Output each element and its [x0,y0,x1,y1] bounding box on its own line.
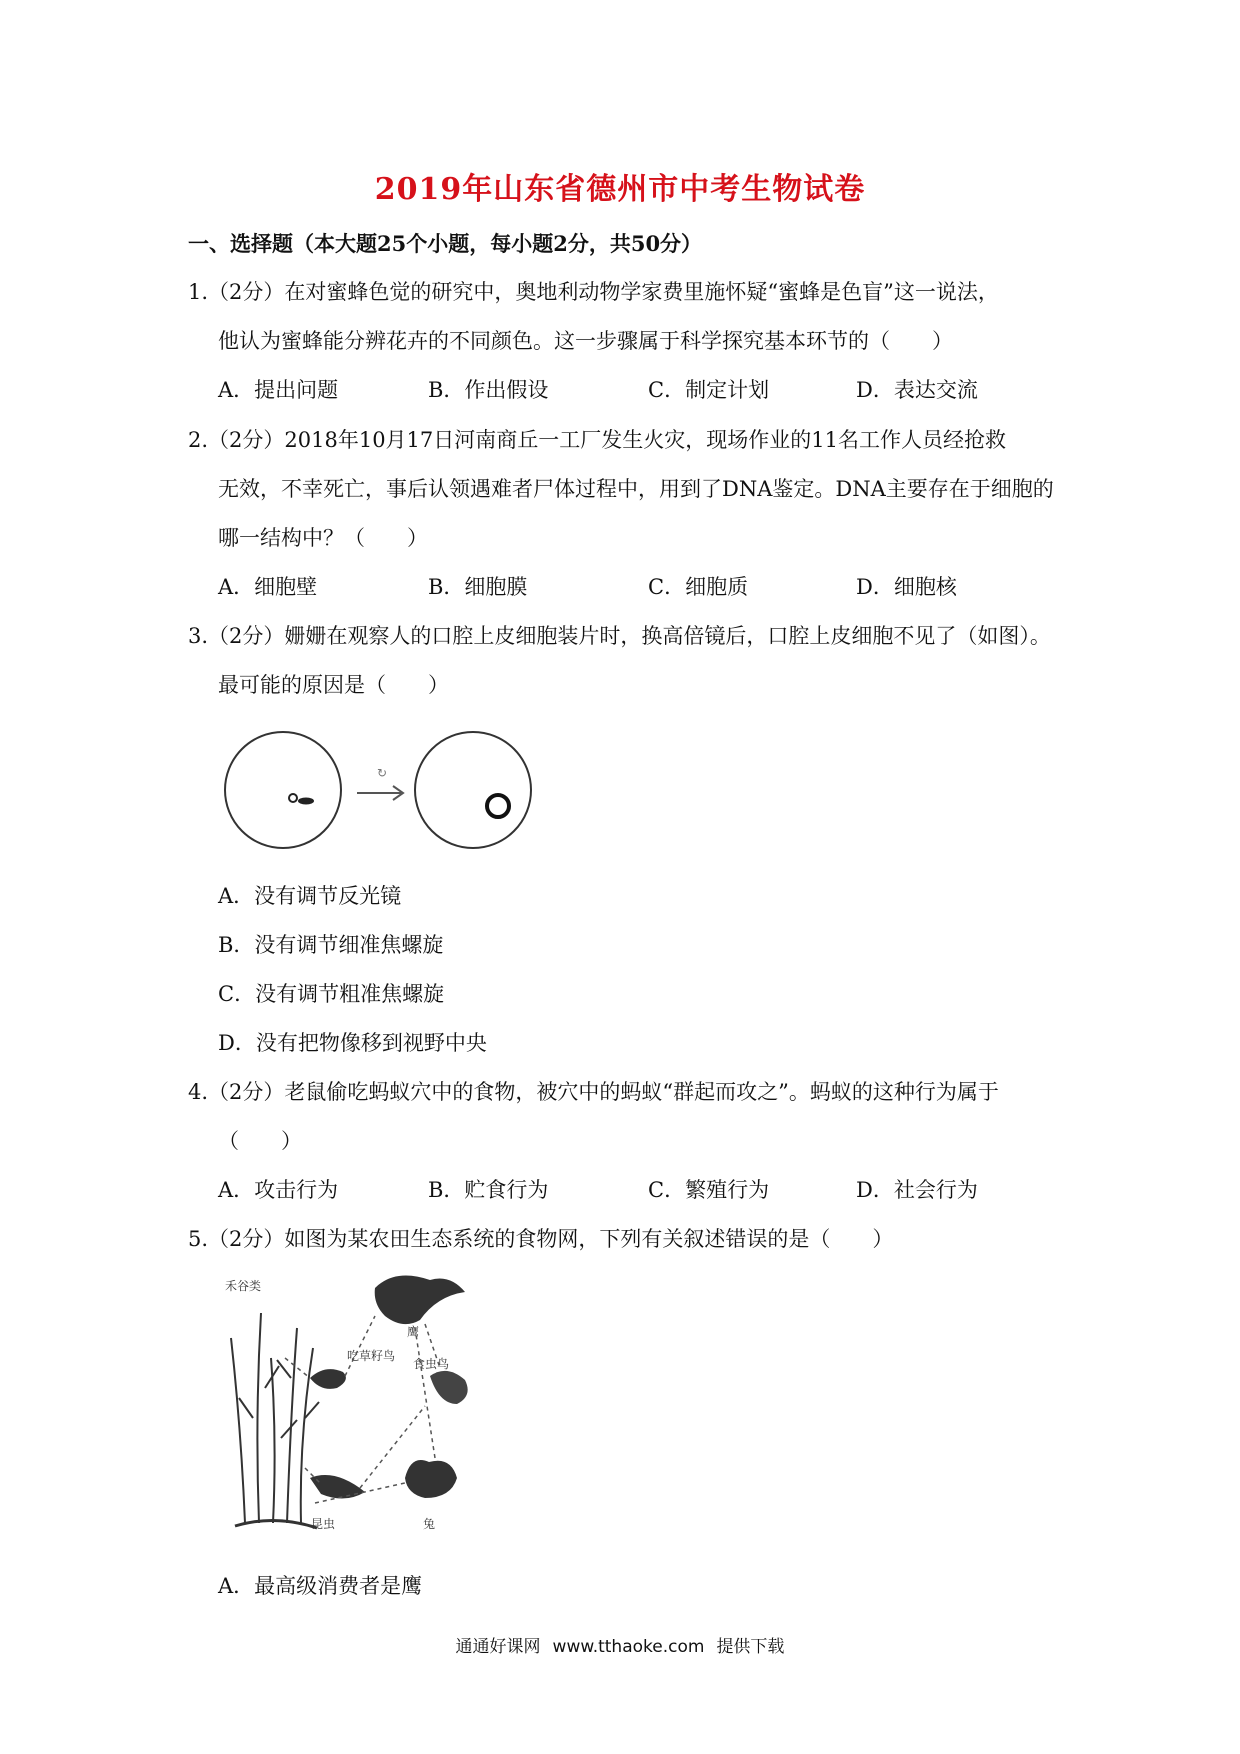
rabbit-icon [405,1460,457,1498]
q2-option-b: B．细胞膜 [428,575,528,599]
insect-bird-icon [430,1371,468,1404]
q4-option-a: A．攻击行为 [218,1178,339,1202]
eagle-label: 鹰 [407,1325,420,1339]
q4-option-b: B．贮食行为 [428,1178,549,1202]
insect-label: 昆虫 [311,1517,336,1531]
q4-option-c: C．繁殖行为 [648,1178,770,1202]
cell-small-icon [289,794,297,802]
q1-stem-line2: 他认为蜜蜂能分辨花卉的不同颜色。这一步骤属于科学探究基本环节的（ ） [218,329,953,353]
q5-stem-line1: 5.（2分）如图为某农田生态系统的食物网，下列有关叙述错误的是（ ） [188,1227,894,1251]
cell-cluster-icon [298,798,314,805]
q2-stem-line1: 2.（2分）2018年10月17日河南商丘一工厂发生火灾，现场作业的11名工作人员经抢救 [188,428,1007,452]
q3-option-b: B．没有调节细准焦螺旋 [218,933,444,957]
seed-bird-icon [310,1369,346,1389]
q3-option-d: D．没有把物像移到视野中央 [218,1031,487,1055]
q4-option-d: D．社会行为 [856,1178,978,1202]
svg-text:↻: ↻ [377,766,388,780]
q4-stem-line2: （ ） [218,1129,302,1153]
q1-option-c: C．制定计划 [648,378,770,402]
grass-plant-icon [231,1313,319,1528]
section-heading: 一、选择题（本大题25个小题，每小题2分，共50分） [188,231,703,256]
insect-icon [310,1475,365,1498]
insect-bird-label: 食虫鸟 [413,1357,450,1371]
q3-stem-line2: 最可能的原因是（ ） [218,673,449,697]
eagle-icon [375,1276,465,1325]
q3-stem-line1: 3.（2分）姗姗在观察人的口腔上皮细胞装片时，换高倍镜后，口腔上皮细胞不见了（如图）。 [188,624,1051,648]
q3-option-c: C．没有调节粗准焦螺旋 [218,982,445,1006]
q1-option-a: A．提出问题 [218,378,339,402]
q2-option-c: C．细胞质 [648,575,749,599]
q1-stem-line1: 1.（2分）在对蜜蜂色觉的研究中，奥地利动物学家费里施怀疑“蜜蜂是色盲”这一说法， [188,280,999,304]
q2-option-d: D．细胞核 [856,575,957,599]
q2-option-a: A．细胞壁 [218,575,318,599]
footer-suffix: 提供下载 [716,1637,785,1657]
food-web-figure [225,1268,555,1558]
q5-option-a: A．最高级消费者是鹰 [218,1574,423,1598]
page-title: 2019年山东省德州市中考生物试卷 [374,172,866,207]
high-power-field-circle [415,732,531,848]
low-power-field-circle [225,732,341,848]
seed-bird-label: 吃草籽鸟 [347,1349,396,1363]
q3-option-a: A．没有调节反光镜 [218,884,402,908]
microscope-field-figure [215,725,535,855]
q1-option-b: B．作出假设 [428,378,549,402]
rabbit-label: 兔 [423,1517,436,1531]
q2-stem-line2: 无效，不幸死亡，事后认领遇难者尸体过程中，用到了DNA鉴定。DNA主要存在于细胞的 [218,477,1054,501]
footer-url[interactable]: www.tthaoke.com [552,1637,705,1657]
grass-label: 禾谷类 [225,1279,262,1293]
q2-stem-line3: 哪一结构中？（ ） [218,526,428,550]
cell-enlarged-icon [487,795,509,817]
page-footer [0,1632,1240,1657]
q4-stem-line1: 4.（2分）老鼠偷吃蚂蚁穴中的食物，被穴中的蚂蚁“群起而攻之”。蚂蚁的这种行为属于 [188,1080,999,1104]
footer-site-name: 通通好课网 [455,1637,541,1657]
q1-option-d: D．表达交流 [856,378,978,402]
